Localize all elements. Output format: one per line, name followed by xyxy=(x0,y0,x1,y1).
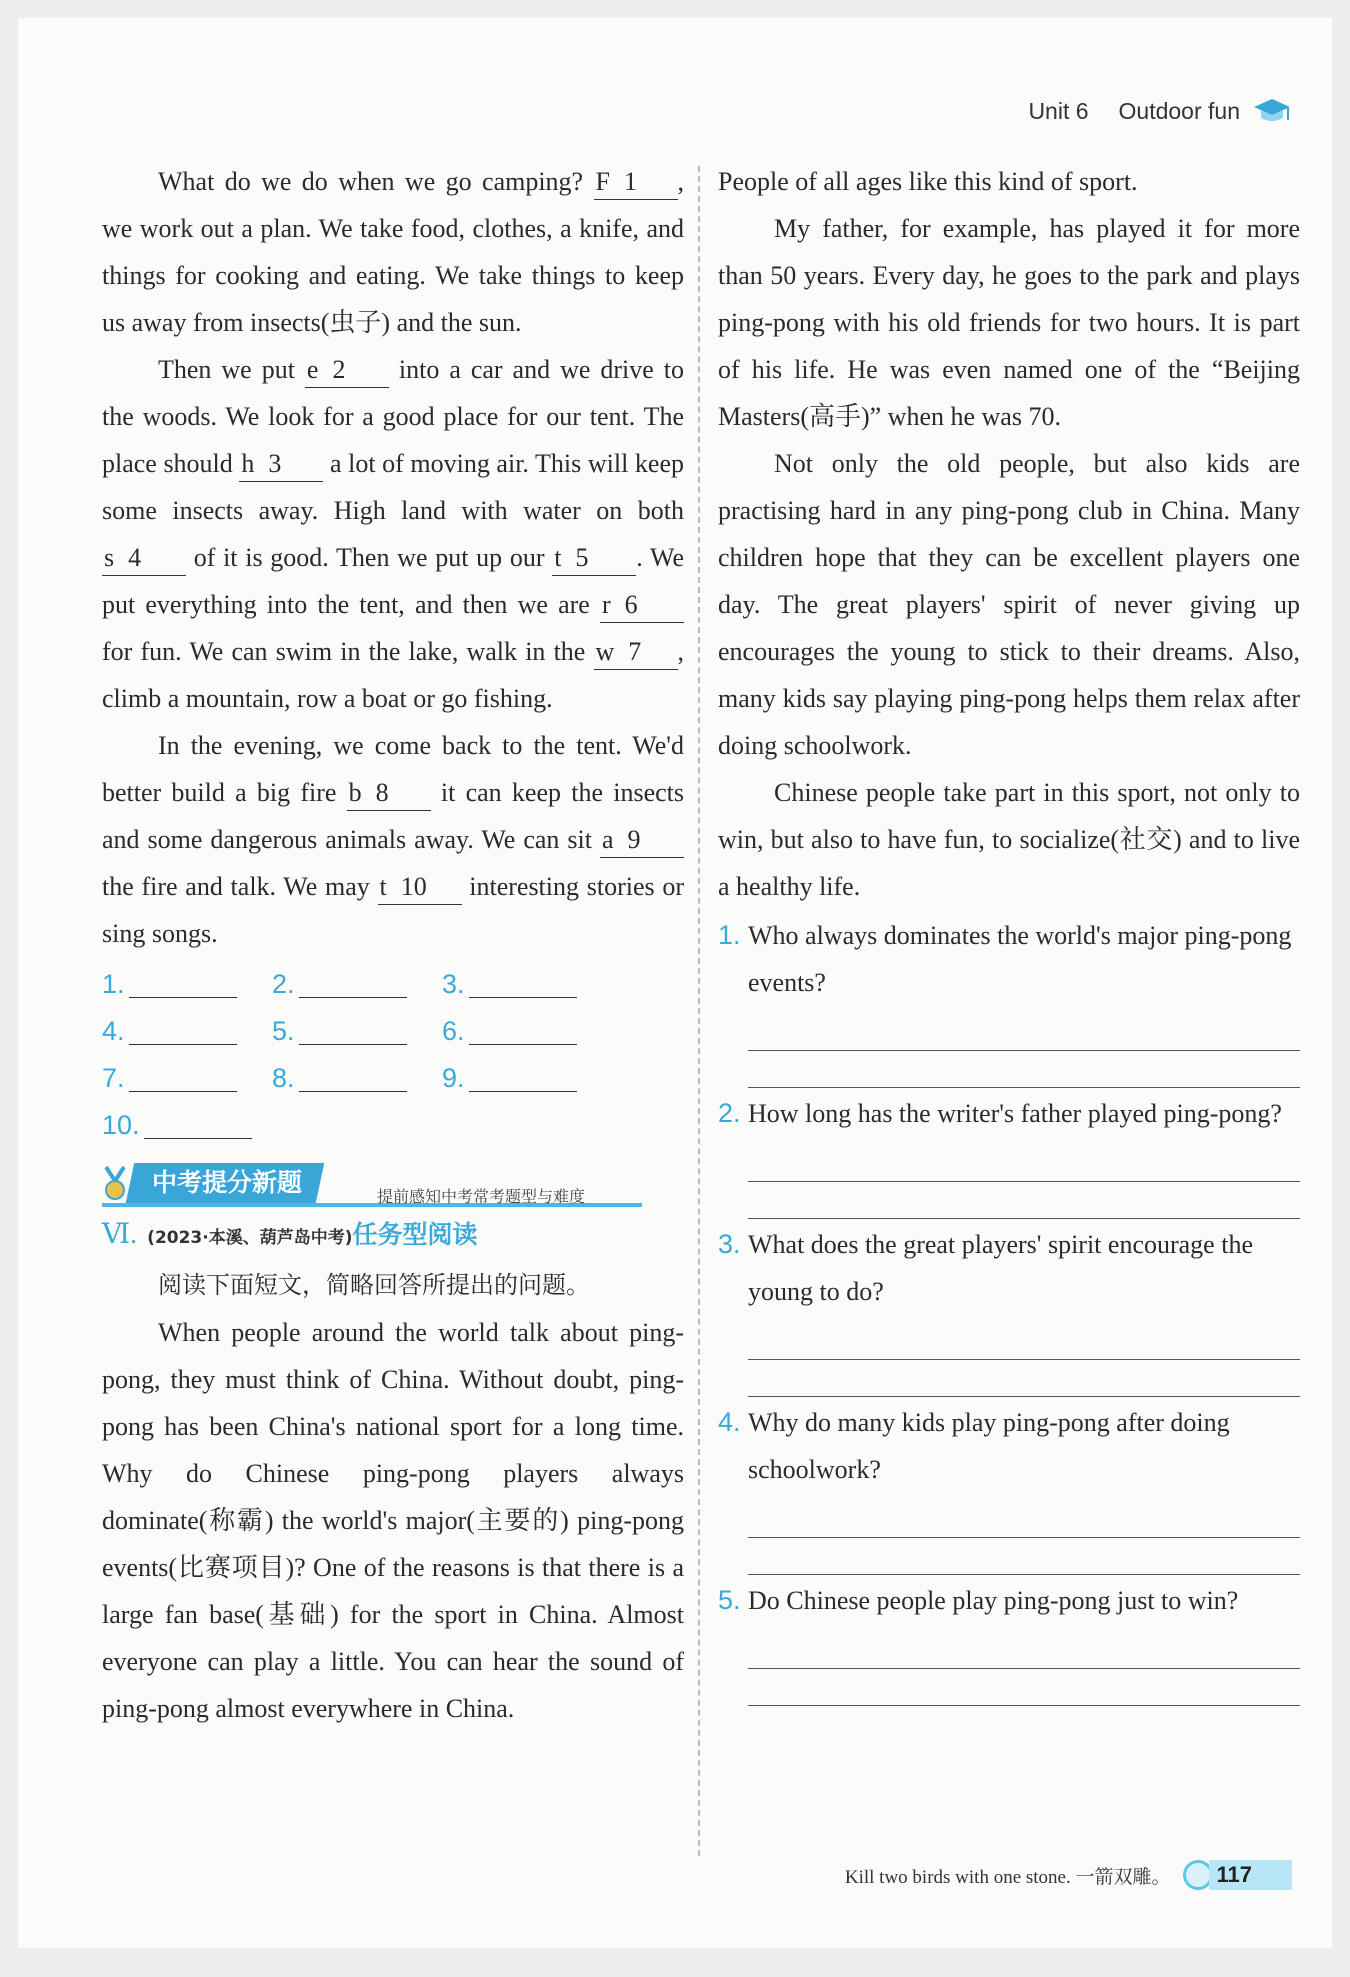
page-number: 117 xyxy=(1209,1860,1293,1890)
section-type: 任务型阅读 xyxy=(352,1220,478,1249)
medal-icon xyxy=(102,1165,128,1201)
section-source: (2023·本溪、葫芦岛中考) xyxy=(147,1228,353,1248)
answer-slot[interactable]: 3. xyxy=(442,961,612,1008)
cloze-blank-7[interactable]: w 7 xyxy=(594,635,678,670)
textbook-page xyxy=(18,18,1332,1948)
answer-slot[interactable]: 9. xyxy=(442,1055,612,1102)
answer-slot[interactable]: 6. xyxy=(442,1008,612,1055)
section-banner xyxy=(102,1163,684,1207)
question-4: 4. Why do many kids play ping-pong after doing schoolwork? xyxy=(718,1407,1230,1484)
answer-slot[interactable]: 2. xyxy=(272,961,442,1008)
banner-note: 提前感知中考常考题型与难度 xyxy=(377,1187,586,1206)
answer-lines-5[interactable] xyxy=(748,1624,1300,1706)
answer-slot[interactable]: 1. xyxy=(102,961,272,1008)
question-3: 3. What does the great players' spirit encourage the young to do? xyxy=(718,1229,1253,1306)
cloze-blank-3[interactable]: h 3 xyxy=(239,447,323,482)
cloze-blank-9[interactable]: a 9 xyxy=(600,823,684,858)
answer-lines-1[interactable] xyxy=(748,1006,1300,1088)
reading-paragraph-3: Not only the old people, but also kids are practising hard in any ping-pong club in China. Many children hope that they can be excellent players one day. The great players' spirit of never giving up encourages the young to stick to their dreams. Also, many kids say playing ping-pong helps them relax after doing schoolwork. xyxy=(718,449,1300,760)
question-2: 2. How long has the writer's father played ping-pong? xyxy=(718,1098,1282,1128)
footer-motto: Kill two birds with one stone. 一箭双雕。 xyxy=(844,1866,1171,1888)
cloze-paragraph-2: Then we put e 2 into a car and we drive to the woods. We look for a good place for our tent. The place should h 3 a lot of moving air. This will keep some insects away. High land with water on both s 4 of it is good. Then we put up our t 5 . We put everything into the tent, and then we are r 6 for fun. We can swim in the lake, walk in the w 7 , climb a mountain, row a boat or go fishing. xyxy=(102,355,684,713)
answer-slot[interactable]: 8. xyxy=(272,1055,442,1102)
cloze-paragraph-3: In the evening, we come back to the tent. We'd better build a big fire b 8 it can keep the insects and some dangerous animals away. We can sit a 9 the fire and talk. We may t 10 interesting stories or sing songs. xyxy=(102,731,684,948)
page-header xyxy=(1028,96,1292,126)
answer-lines-2[interactable] xyxy=(748,1137,1300,1219)
unit-title: Outdoor fun xyxy=(1118,97,1240,124)
answer-grid xyxy=(102,961,684,1149)
answer-slot[interactable]: 5. xyxy=(272,1008,442,1055)
unit-label: Unit 6 xyxy=(1028,97,1089,124)
page-footer xyxy=(845,1860,1292,1890)
answer-lines-3[interactable] xyxy=(748,1315,1300,1397)
banner-title: 中考提分新题 xyxy=(126,1163,325,1203)
question-5: 5. Do Chinese people play ping-pong just to win? xyxy=(718,1585,1239,1615)
column-divider xyxy=(698,166,700,1856)
left-column xyxy=(102,158,684,1732)
section-number: Ⅵ. xyxy=(102,1219,138,1250)
graduation-cap-icon xyxy=(1252,96,1292,126)
answer-slot[interactable]: 10. xyxy=(102,1102,272,1149)
cloze-blank-4[interactable]: s 4 xyxy=(102,541,186,576)
cloze-blank-8[interactable]: b 8 xyxy=(347,776,431,811)
answer-slot[interactable]: 4. xyxy=(102,1008,272,1055)
right-column xyxy=(718,158,1300,1706)
cloze-blank-1[interactable]: F 1 xyxy=(594,165,678,200)
cloze-paragraph-1: What do we do when we go camping? F 1 , we work out a plan. We take food, clothes, a knife, and things for cooking and eating. We take things to keep us away from insects(虫子) and the sun. xyxy=(102,167,685,337)
instructions: 阅读下面短文，简略回答所提出的问题。 xyxy=(158,1271,590,1299)
question-1: 1. Who always dominates the world's major ping-pong events? xyxy=(718,920,1292,997)
cloze-blank-5[interactable]: t 5 xyxy=(552,541,636,576)
reading-paragraph-4: Chinese people take part in this sport, not only to win, but also to have fun, to socialize(社交) and to live a healthy life. xyxy=(718,778,1300,901)
reading-paragraph-1: When people around the world talk about ping-pong, they must think of China. Without doubt, ping-pong has been China's national sport for a long time. Why do Chinese ping-pong players always dominate(称霸) the world's major(主要的) ping-pong events(比赛项目)? One of the reasons is that there is a large fan base(基础) for the sport in China. Almost everyone can play a little. You can hear the sound of ping-pong almost everywhere in China. xyxy=(102,1318,684,1723)
answer-slot[interactable]: 7. xyxy=(102,1055,272,1102)
answer-lines-4[interactable] xyxy=(748,1493,1300,1575)
reading-paragraph-2: My father, for example, has played it for more than 50 years. Every day, he goes to the park and plays ping-pong with his old friends for two hours. It is part of his life. He was even named one of the “Beijing Masters(高手)” when he was 70. xyxy=(718,214,1300,431)
reading-paragraph-1-continued: People of all ages like this kind of sport. xyxy=(718,167,1138,196)
cloze-blank-10[interactable]: t 10 xyxy=(378,870,462,905)
cloze-blank-6[interactable]: r 6 xyxy=(600,588,684,623)
cloze-blank-2[interactable]: e 2 xyxy=(305,353,389,388)
